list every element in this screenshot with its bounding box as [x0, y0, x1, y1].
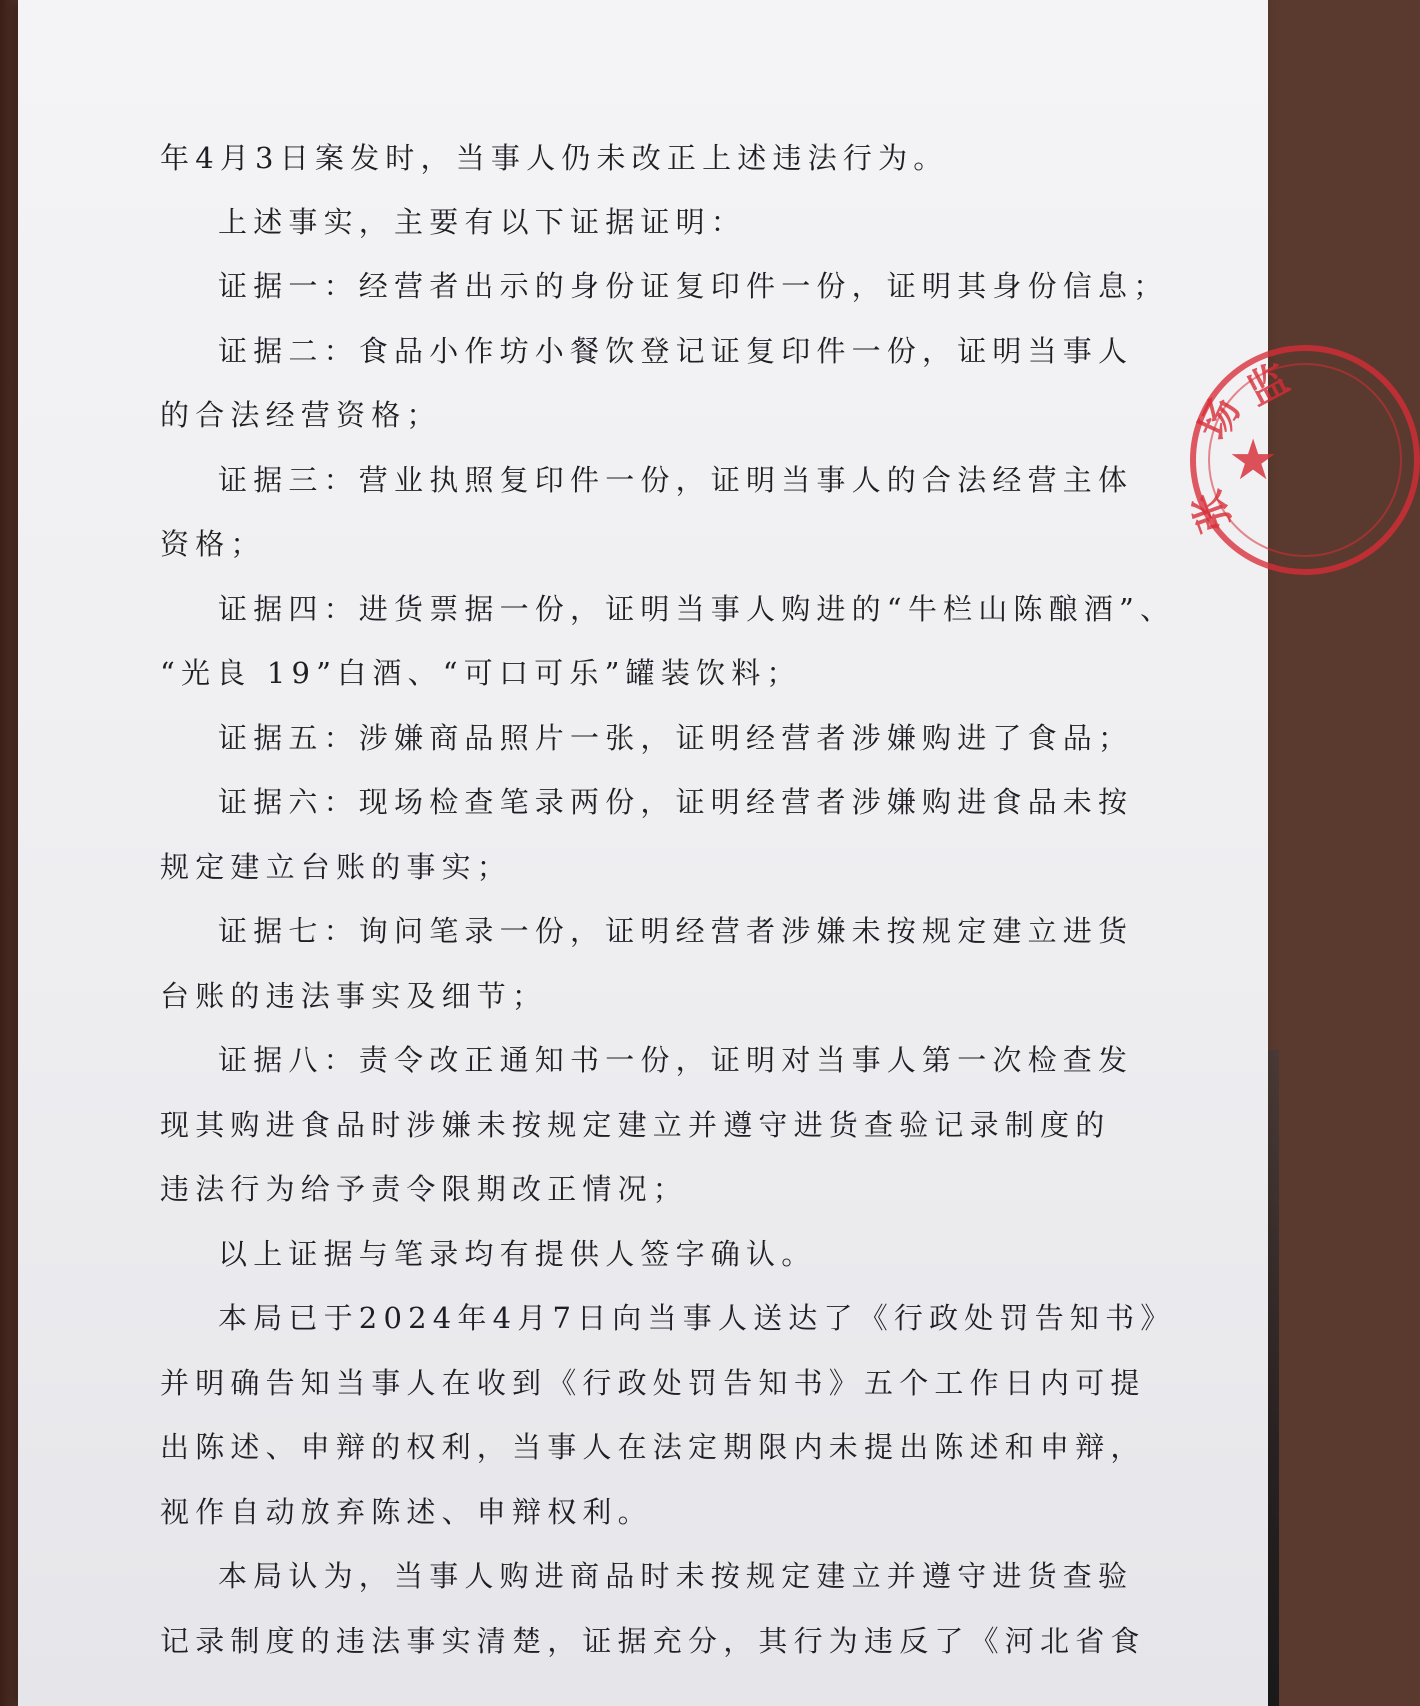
text-line: 本局认为，当事人购进商品时未按规定建立并遵守进货查验 [218, 1559, 1134, 1593]
text-line: 现其购进食品时涉嫌未按规定建立并遵守进货查验记录制度的 [160, 1108, 1111, 1142]
seal-text-top: 监 [1239, 355, 1297, 415]
text-line: 证据五：涉嫌商品照片一张，证明经营者涉嫌购进了食品； [218, 721, 1134, 755]
text-line: 年4月3日案发时，当事人仍未改正上述违法行为。 [160, 141, 949, 175]
text-line: 证据二：食品小作坊小餐饮登记证复印件一份，证明当事人 [218, 334, 1134, 368]
text-line: 的合法经营资格； [160, 398, 442, 432]
text-line: 记录制度的违法事实清楚，证据充分，其行为违反了《河北省食 [160, 1624, 1146, 1658]
text-line: 规定建立台账的事实； [160, 850, 513, 884]
text-line: 台账的违法事实及细节； [160, 979, 548, 1013]
text-line: 上述事实，主要有以下证据证明： [218, 205, 747, 239]
text-line: 证据一：经营者出示的身份证复印件一份，证明其身份信息； [218, 269, 1169, 303]
text-line: 证据四：进货票据一份，证明当事人购进的“牛栏山陈酿酒”、 [218, 592, 1176, 626]
text-line: 证据八：责令改正通知书一份，证明对当事人第一次检查发 [218, 1043, 1134, 1077]
document-page [18, 0, 1268, 1706]
text-line: 资格； [160, 527, 266, 561]
text-line: “光良 19”白酒、“可口可乐”罐装饮料； [160, 656, 802, 690]
text-line: 出陈述、申辩的权利，当事人在法定期限内未提出陈述和申辩， [160, 1430, 1146, 1464]
text-line: 视作自动放弃陈述、申辩权利。 [160, 1495, 653, 1529]
text-line: 以上证据与笔录均有提供人签字确认。 [218, 1237, 817, 1271]
text-line: 违法行为给予责令限期改正情况； [160, 1172, 689, 1206]
seal-text-side: 场 [1190, 391, 1250, 447]
seal-star-icon: ★ [1228, 428, 1279, 493]
text-line: 证据三：营业执照复印件一份，证明当事人的合法经营主体 [218, 463, 1134, 497]
official-seal [1183, 345, 1420, 575]
text-line: 证据六：现场检查笔录两份，证明经营者涉嫌购进食品未按 [218, 785, 1134, 819]
text-line: 证据七：询问笔录一份，证明经营者涉嫌未按规定建立进货 [218, 914, 1134, 948]
text-line: 本局已于2024年4月7日向当事人送达了《行政处罚告知书》 [218, 1301, 1176, 1335]
text-line: 并明确告知当事人在收到《行政处罚告知书》五个工作日内可提 [160, 1366, 1146, 1400]
seal-text-bottom: 张 [1183, 484, 1241, 538]
